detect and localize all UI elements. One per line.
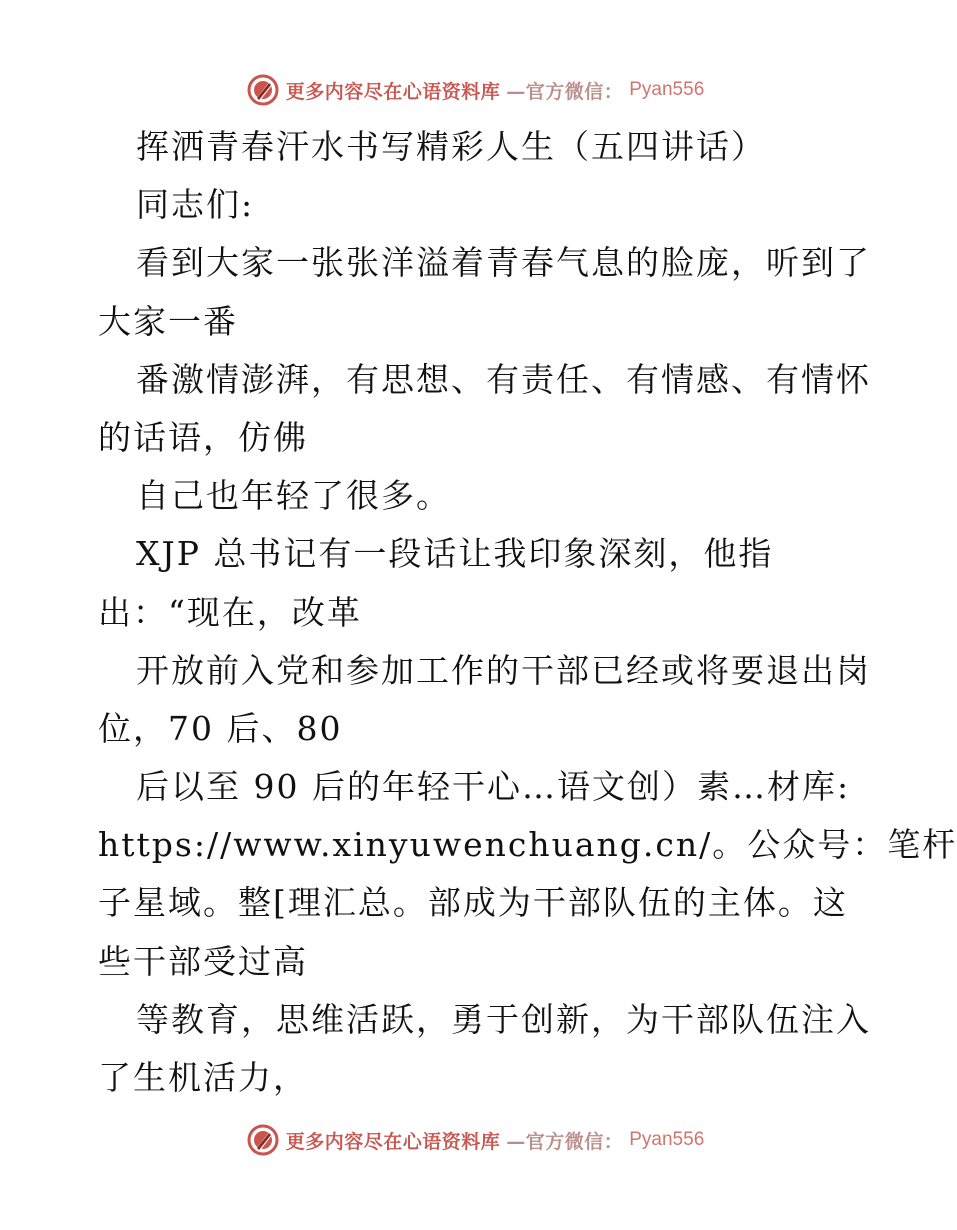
document-line: XJP 总书记有一段话让我印象深刻，他指: [136, 534, 774, 574]
document-line: 位，70 后、80: [98, 708, 343, 748]
document-line: 的话语，仿佛: [98, 417, 308, 457]
watermark-wechat-id: Pyan556: [629, 79, 705, 100]
pen-logo-icon: [246, 1123, 280, 1157]
document-title: 挥洒青春汗水书写精彩人生（五四讲话）: [136, 127, 766, 166]
header-watermark: [0, 70, 950, 110]
document-body: [98, 118, 957, 1107]
pen-logo-icon: [246, 73, 280, 107]
document-line: 看到大家一张张洋溢着青春气息的脸庞，听到了: [136, 243, 871, 283]
document-line: 开放前入党和参加工作的干部已经或将要退出岗: [136, 650, 871, 690]
document-line: 大家一番: [98, 301, 238, 341]
document-line: 出：“现在，改革: [98, 592, 362, 632]
watermark-sub-text: —官方微信：: [506, 1130, 624, 1153]
document-line: 了生机活力，: [98, 1058, 308, 1097]
footer-watermark: [0, 1120, 950, 1160]
document-line: 些干部受过高: [98, 941, 308, 981]
document-line: 番激情澎湃，有思想、有责任、有情感、有情怀: [136, 359, 871, 399]
watermark-main-text: 更多内容尽在心语资料库: [285, 80, 501, 103]
document-line: 自己也年轻了很多。: [136, 476, 451, 516]
document-line: 后以至 90 后的年轻干心…语文创）素…材库:: [136, 767, 851, 807]
watermark-main-text: 更多内容尽在心语资料库: [285, 1130, 501, 1153]
document-line: 子星域。整[理汇总。部成为干部队伍的主体。这: [98, 883, 848, 923]
watermark-sub-text: —官方微信：: [506, 80, 624, 103]
document-line: https://www.xinyuwenchuang.cn/。公众号：笔杆: [98, 825, 957, 865]
watermark-wechat-id: Pyan556: [629, 1129, 705, 1150]
document-line: 等教育，思维活跃，勇于创新，为干部队伍注入: [136, 999, 871, 1039]
document-line: 同志们:: [136, 185, 255, 225]
